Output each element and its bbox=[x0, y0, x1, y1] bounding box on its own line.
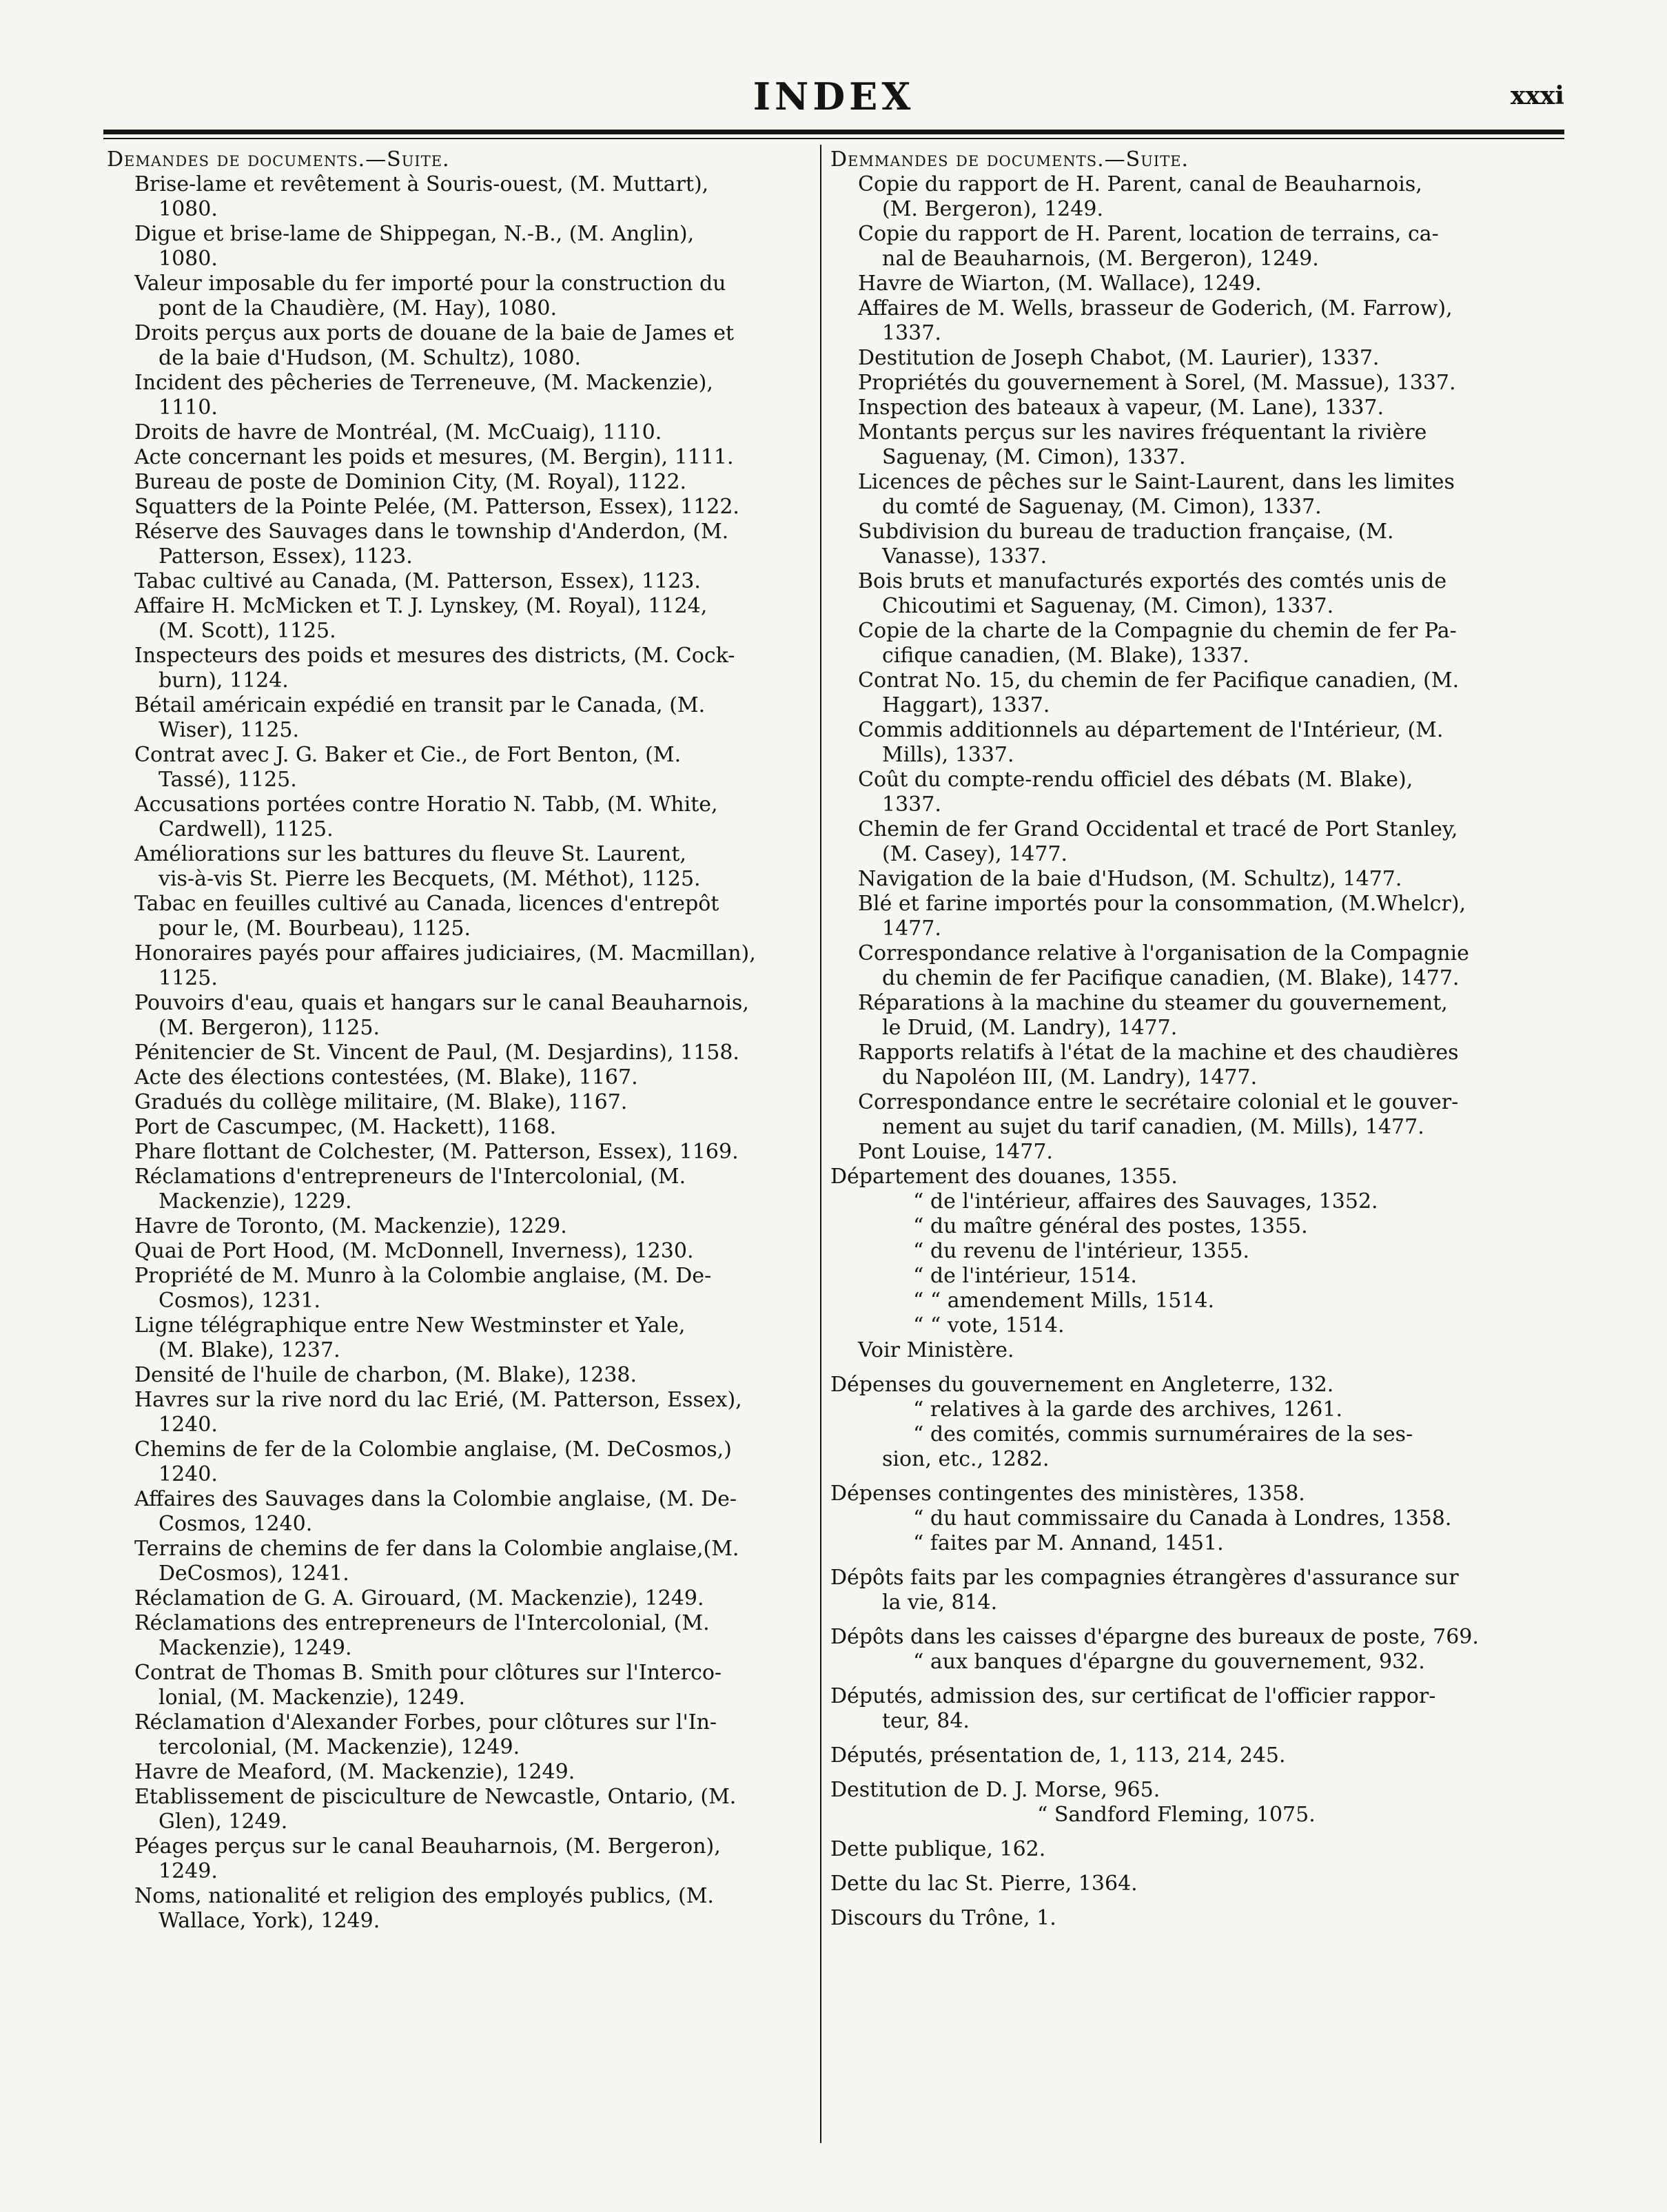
right-column bbox=[830, 147, 1520, 1931]
index-line: Droits de havre de Montréal, (M. McCuaig), 1110. bbox=[134, 420, 662, 444]
index-line: vis-à-vis St. Pierre les Becquets, (M. Méthot), 1125. bbox=[158, 867, 701, 891]
header-rule bbox=[103, 130, 1564, 134]
index-line: Squatters de la Pointe Pelée, (M. Patterson, Essex), 1122. bbox=[134, 495, 739, 519]
index-line: Copie du rapport de H. Parent, location de terrains, ca- bbox=[858, 222, 1439, 246]
index-line: “ du maître général des postes, 1355. bbox=[913, 1214, 1308, 1238]
index-line: Wiser), 1125. bbox=[158, 718, 300, 742]
index-line: Tabac en feuilles cultivé au Canada, licences d'entrepôt bbox=[134, 892, 719, 916]
index-line: Discours du Trône, 1. bbox=[830, 1906, 1056, 1930]
index-line: Gradués du collège militaire, (M. Blake), 1167. bbox=[134, 1090, 628, 1114]
index-line: “ Sandford Fleming, 1075. bbox=[1037, 1803, 1316, 1827]
index-line: Navigation de la baie d'Hudson, (M. Schultz), 1477. bbox=[858, 867, 1402, 891]
index-line: Glen), 1249. bbox=[158, 1810, 288, 1834]
index-line: Pénitencier de St. Vincent de Paul, (M. Desjardins), 1158. bbox=[134, 1041, 739, 1065]
spacer bbox=[830, 1472, 1520, 1482]
index-line: Phare flottant de Colchester, (M. Patterson, Essex), 1169. bbox=[134, 1140, 739, 1164]
index-line: Havre de Wiarton, (M. Wallace), 1249. bbox=[858, 272, 1262, 296]
index-line: 1240. bbox=[158, 1462, 218, 1486]
index-line: 1249. bbox=[158, 1859, 218, 1883]
index-line: “ “ amendement Mills, 1514. bbox=[913, 1289, 1215, 1313]
index-line: Valeur imposable du fer importé pour la construction du bbox=[134, 272, 726, 296]
index-line: Cosmos, 1240. bbox=[158, 1512, 313, 1536]
index-line: Pont Louise, 1477. bbox=[858, 1140, 1053, 1164]
spacer bbox=[830, 1363, 1520, 1373]
index-line: sion, etc., 1282. bbox=[882, 1447, 1050, 1471]
index-line: Copie de la charte de la Compagnie du chemin de fer Pa- bbox=[858, 619, 1457, 643]
index-line: du chemin de fer Pacifique canadien, (M. Blake), 1477. bbox=[882, 966, 1460, 990]
index-line: Chicoutimi et Saguenay, (M. Cimon), 1337. bbox=[882, 594, 1334, 618]
index-line: “ de l'intérieur, 1514. bbox=[913, 1264, 1137, 1288]
index-line: Saguenay, (M. Cimon), 1337. bbox=[882, 445, 1186, 469]
index-line: Améliorations sur les battures du fleuve St. Laurent, bbox=[134, 842, 686, 866]
index-line: Dette du lac St. Pierre, 1364. bbox=[830, 1872, 1138, 1896]
page-header bbox=[103, 74, 1564, 130]
index-line: le Druid, (M. Landry), 1477. bbox=[882, 1016, 1178, 1040]
index-line: “ des comités, commis surnuméraires de la ses- bbox=[913, 1422, 1413, 1446]
page-number: xxxi bbox=[1510, 81, 1564, 110]
index-line: Tassé), 1125. bbox=[158, 768, 297, 792]
index-line: Quai de Port Hood, (M. McDonnell, Inverness), 1230. bbox=[134, 1239, 694, 1263]
index-line: Noms, nationalité et religion des employés publics, (M. bbox=[134, 1884, 714, 1908]
index-line: Mills), 1337. bbox=[882, 743, 1014, 767]
index-line: 1477. bbox=[882, 916, 941, 941]
index-line: Copie du rapport de H. Parent, canal de Beauharnois, bbox=[858, 172, 1422, 196]
index-line: Incident des pêcheries de Terreneuve, (M. Mackenzie), bbox=[134, 371, 713, 395]
spacer bbox=[830, 1675, 1520, 1684]
spacer bbox=[830, 1768, 1520, 1778]
index-line: Densité de l'huile de charbon, (M. Blake), 1238. bbox=[134, 1363, 637, 1387]
index-line: teur, 84. bbox=[882, 1709, 970, 1733]
index-line: Blé et farine importés pour la consommation, (M.Whelcr), bbox=[858, 892, 1466, 916]
section-header: Demandes de documents.—Suite. bbox=[107, 147, 450, 172]
index-line: Contrat de Thomas B. Smith pour clôtures sur l'Interco- bbox=[134, 1661, 722, 1685]
spacer bbox=[830, 1615, 1520, 1625]
index-line: Inspection des bateaux à vapeur, (M. Lane), 1337. bbox=[858, 396, 1384, 420]
index-line: Acte des élections contestées, (M. Blake), 1167. bbox=[134, 1065, 638, 1089]
spacer bbox=[830, 1827, 1520, 1837]
index-line: “ de l'intérieur, affaires des Sauvages, 1352. bbox=[913, 1189, 1378, 1213]
spacer bbox=[830, 1862, 1520, 1872]
spacer bbox=[830, 1556, 1520, 1566]
index-line: Députés, présentation de, 1, 113, 214, 245. bbox=[830, 1743, 1286, 1768]
index-line: Destitution de D. J. Morse, 965. bbox=[830, 1778, 1160, 1802]
header-rule-thin bbox=[103, 138, 1564, 139]
index-line: (M. Blake), 1237. bbox=[158, 1338, 340, 1362]
index-line: Patterson, Essex), 1123. bbox=[158, 544, 413, 569]
index-line: Dépenses contingentes des ministères, 1358. bbox=[830, 1482, 1305, 1506]
index-line: Havre de Meaford, (M. Mackenzie), 1249. bbox=[134, 1760, 575, 1784]
index-line: Bureau de poste de Dominion City, (M. Royal), 1122. bbox=[134, 470, 687, 494]
index-line: (M. Casey), 1477. bbox=[882, 842, 1068, 866]
index-line: Havres sur la rive nord du lac Erié, (M. Patterson, Essex), bbox=[134, 1388, 742, 1412]
index-line: Mackenzie), 1229. bbox=[158, 1189, 352, 1213]
index-line: tercolonial, (M. Mackenzie), 1249. bbox=[158, 1735, 520, 1759]
index-line: Chemins de fer de la Colombie anglaise, (M. DeCosmos,) bbox=[134, 1437, 732, 1462]
index-line: Ligne télégraphique entre New Westminster et Yale, bbox=[134, 1313, 686, 1338]
index-line: Bois bruts et manufacturés exportés des comtés unis de bbox=[858, 569, 1447, 593]
column-divider bbox=[820, 145, 821, 2143]
index-line: Réclamation d'Alexander Forbes, pour clôtures sur l'In- bbox=[134, 1710, 717, 1734]
index-line: burn), 1124. bbox=[158, 668, 289, 693]
index-line: Brise-lame et revêtement à Souris-ouest, (M. Muttart), bbox=[134, 172, 709, 196]
index-line: Mackenzie), 1249. bbox=[158, 1636, 352, 1660]
index-line: Pouvoirs d'eau, quais et hangars sur le canal Beauharnois, bbox=[134, 991, 749, 1015]
index-line: Commis additionnels au département de l'Intérieur, (M. bbox=[858, 718, 1444, 742]
index-line: Correspondance entre le secrétaire colonial et le gouver- bbox=[858, 1090, 1459, 1114]
index-line: 1125. bbox=[158, 966, 218, 990]
index-line: 1080. bbox=[158, 197, 218, 221]
index-line: la vie, 814. bbox=[882, 1590, 998, 1615]
index-line: Acte concernant les poids et mesures, (M. Bergin), 1111. bbox=[134, 445, 734, 469]
index-line: Députés, admission des, sur certificat de l'officier rappor- bbox=[830, 1684, 1436, 1708]
index-line: Cosmos), 1231. bbox=[158, 1289, 320, 1313]
index-line: Contrat No. 15, du chemin de fer Pacifique canadien, (M. bbox=[858, 668, 1460, 693]
index-line: Affaire H. McMicken et T. J. Lynskey, (M. Royal), 1124, bbox=[134, 594, 708, 618]
index-line: Terrains de chemins de fer dans la Colombie anglaise,(M. bbox=[134, 1537, 739, 1561]
index-line: 1337. bbox=[882, 792, 941, 817]
index-line: de la baie d'Hudson, (M. Schultz), 1080. bbox=[158, 346, 582, 370]
index-line: Péages perçus sur le canal Beauharnois, (M. Bergeron), bbox=[134, 1834, 721, 1858]
index-line: Etablissement de pisciculture de Newcastle, Ontario, (M. bbox=[134, 1785, 737, 1809]
index-line: Dépôts faits par les compagnies étrangères d'assurance sur bbox=[830, 1566, 1459, 1590]
index-line: Subdivision du bureau de traduction française, (M. bbox=[858, 520, 1394, 544]
index-line: Contrat avec J. G. Baker et Cie., de Fort Benton, (M. bbox=[134, 743, 682, 767]
index-line: Licences de pêches sur le Saint-Laurent, dans les limites bbox=[858, 470, 1455, 494]
index-line: nal de Beauharnois, (M. Bergeron), 1249. bbox=[882, 247, 1319, 271]
index-line: (M. Bergeron), 1249. bbox=[882, 197, 1103, 221]
index-line: Dépôts dans les caisses d'épargne des bureaux de poste, 769. bbox=[830, 1625, 1479, 1649]
index-line: Affaires de M. Wells, brasseur de Goderich, (M. Farrow), bbox=[858, 296, 1453, 320]
index-line: “ faites par M. Annand, 1451. bbox=[913, 1531, 1224, 1555]
index-line: Chemin de fer Grand Occidental et tracé de Port Stanley, bbox=[858, 817, 1458, 841]
index-line: 1337. bbox=[882, 321, 941, 345]
index-line: Accusations portées contre Horatio N. Tabb, (M. White, bbox=[134, 792, 718, 817]
index-line: cifique canadien, (M. Blake), 1337. bbox=[882, 644, 1249, 668]
index-line: Propriété de M. Munro à la Colombie anglaise, (M. De- bbox=[134, 1264, 712, 1288]
index-line: du Napoléon III, (M. Landry), 1477. bbox=[882, 1065, 1258, 1089]
spacer bbox=[830, 1734, 1520, 1743]
index-line: “ du haut commissaire du Canada à Londres, 1358. bbox=[913, 1506, 1452, 1530]
index-line: Cardwell), 1125. bbox=[158, 817, 334, 841]
index-line: Propriétés du gouvernement à Sorel, (M. Massue), 1337. bbox=[858, 371, 1456, 395]
index-line: Coût du compte-rendu officiel des débats (M. Blake), bbox=[858, 768, 1413, 792]
index-line: Montants perçus sur les navires fréquentant la rivière bbox=[858, 420, 1427, 444]
index-line: Dépenses du gouvernement en Angleterre, 132. bbox=[830, 1373, 1334, 1397]
index-line: (M. Scott), 1125. bbox=[158, 619, 336, 643]
index-line: pour le, (M. Bourbeau), 1125. bbox=[158, 916, 471, 941]
index-line: Affaires des Sauvages dans la Colombie anglaise, (M. De- bbox=[134, 1487, 737, 1511]
index-line: Correspondance relative à l'organisation de la Compagnie bbox=[858, 941, 1469, 965]
index-line: Inspecteurs des poids et mesures des districts, (M. Cock- bbox=[134, 644, 735, 668]
index-line: Réclamations d'entrepreneurs de l'Intercolonial, (M. bbox=[134, 1165, 686, 1189]
index-line: Vanasse), 1337. bbox=[882, 544, 1047, 569]
index-line: Port de Cascumpec, (M. Hackett), 1168. bbox=[134, 1115, 557, 1139]
spacer bbox=[830, 1896, 1520, 1906]
index-line: Réclamation de G. A. Girouard, (M. Mackenzie), 1249. bbox=[134, 1586, 704, 1610]
page-title: INDEX bbox=[753, 74, 915, 119]
index-line: DeCosmos), 1241. bbox=[158, 1561, 349, 1586]
index-line: Destitution de Joseph Chabot, (M. Laurier), 1337. bbox=[858, 346, 1380, 370]
index-line: lonial, (M. Mackenzie), 1249. bbox=[158, 1686, 466, 1710]
index-line: Tabac cultivé au Canada, (M. Patterson, Essex), 1123. bbox=[134, 569, 701, 593]
index-line: Havre de Toronto, (M. Mackenzie), 1229. bbox=[134, 1214, 567, 1238]
index-line: Réparations à la machine du steamer du gouvernement, bbox=[858, 991, 1448, 1015]
index-line: du comté de Saguenay, (M. Cimon), 1337. bbox=[882, 495, 1322, 519]
index-line: 1080. bbox=[158, 247, 218, 271]
left-column bbox=[107, 147, 796, 1934]
index-line: nement au sujet du tarif canadien, (M. Mills), 1477. bbox=[882, 1115, 1424, 1139]
index-line: Wallace, York), 1249. bbox=[158, 1909, 380, 1933]
index-line: Dette publique, 162. bbox=[830, 1837, 1046, 1861]
index-line: Droits perçus aux ports de douane de la baie de James et bbox=[134, 321, 735, 345]
index-line: Digue et brise-lame de Shippegan, N.-B., (M. Anglin), bbox=[134, 222, 695, 246]
index-line: 1110. bbox=[158, 396, 218, 420]
index-line: pont de la Chaudière, (M. Hay), 1080. bbox=[158, 296, 558, 320]
index-line: Département des douanes, 1355. bbox=[830, 1165, 1178, 1189]
index-line: “ relatives à la garde des archives, 1261. bbox=[913, 1397, 1342, 1422]
index-line: “ “ vote, 1514. bbox=[913, 1313, 1065, 1338]
index-line: Voir Ministère. bbox=[858, 1338, 1014, 1362]
section-header: Demmandes de documents.—Suite. bbox=[830, 147, 1189, 172]
index-line: Réclamations des entrepreneurs de l'Intercolonial, (M. bbox=[134, 1611, 710, 1635]
index-line: (M. Bergeron), 1125. bbox=[158, 1016, 380, 1040]
index-line: “ aux banques d'épargne du gouvernement, 932. bbox=[913, 1650, 1425, 1674]
index-line: “ du revenu de l'intérieur, 1355. bbox=[913, 1239, 1249, 1263]
index-line: 1240. bbox=[158, 1413, 218, 1437]
index-line: Réserve des Sauvages dans le township d'Anderdon, (M. bbox=[134, 520, 729, 544]
index-line: Haggart), 1337. bbox=[882, 693, 1050, 717]
index-line: Rapports relatifs à l'état de la machine et des chaudières bbox=[858, 1041, 1459, 1065]
index-line: Honoraires payés pour affaires judiciaires, (M. Macmillan), bbox=[134, 941, 756, 965]
index-line: Bétail américain expédié en transit par le Canada, (M. bbox=[134, 693, 706, 717]
